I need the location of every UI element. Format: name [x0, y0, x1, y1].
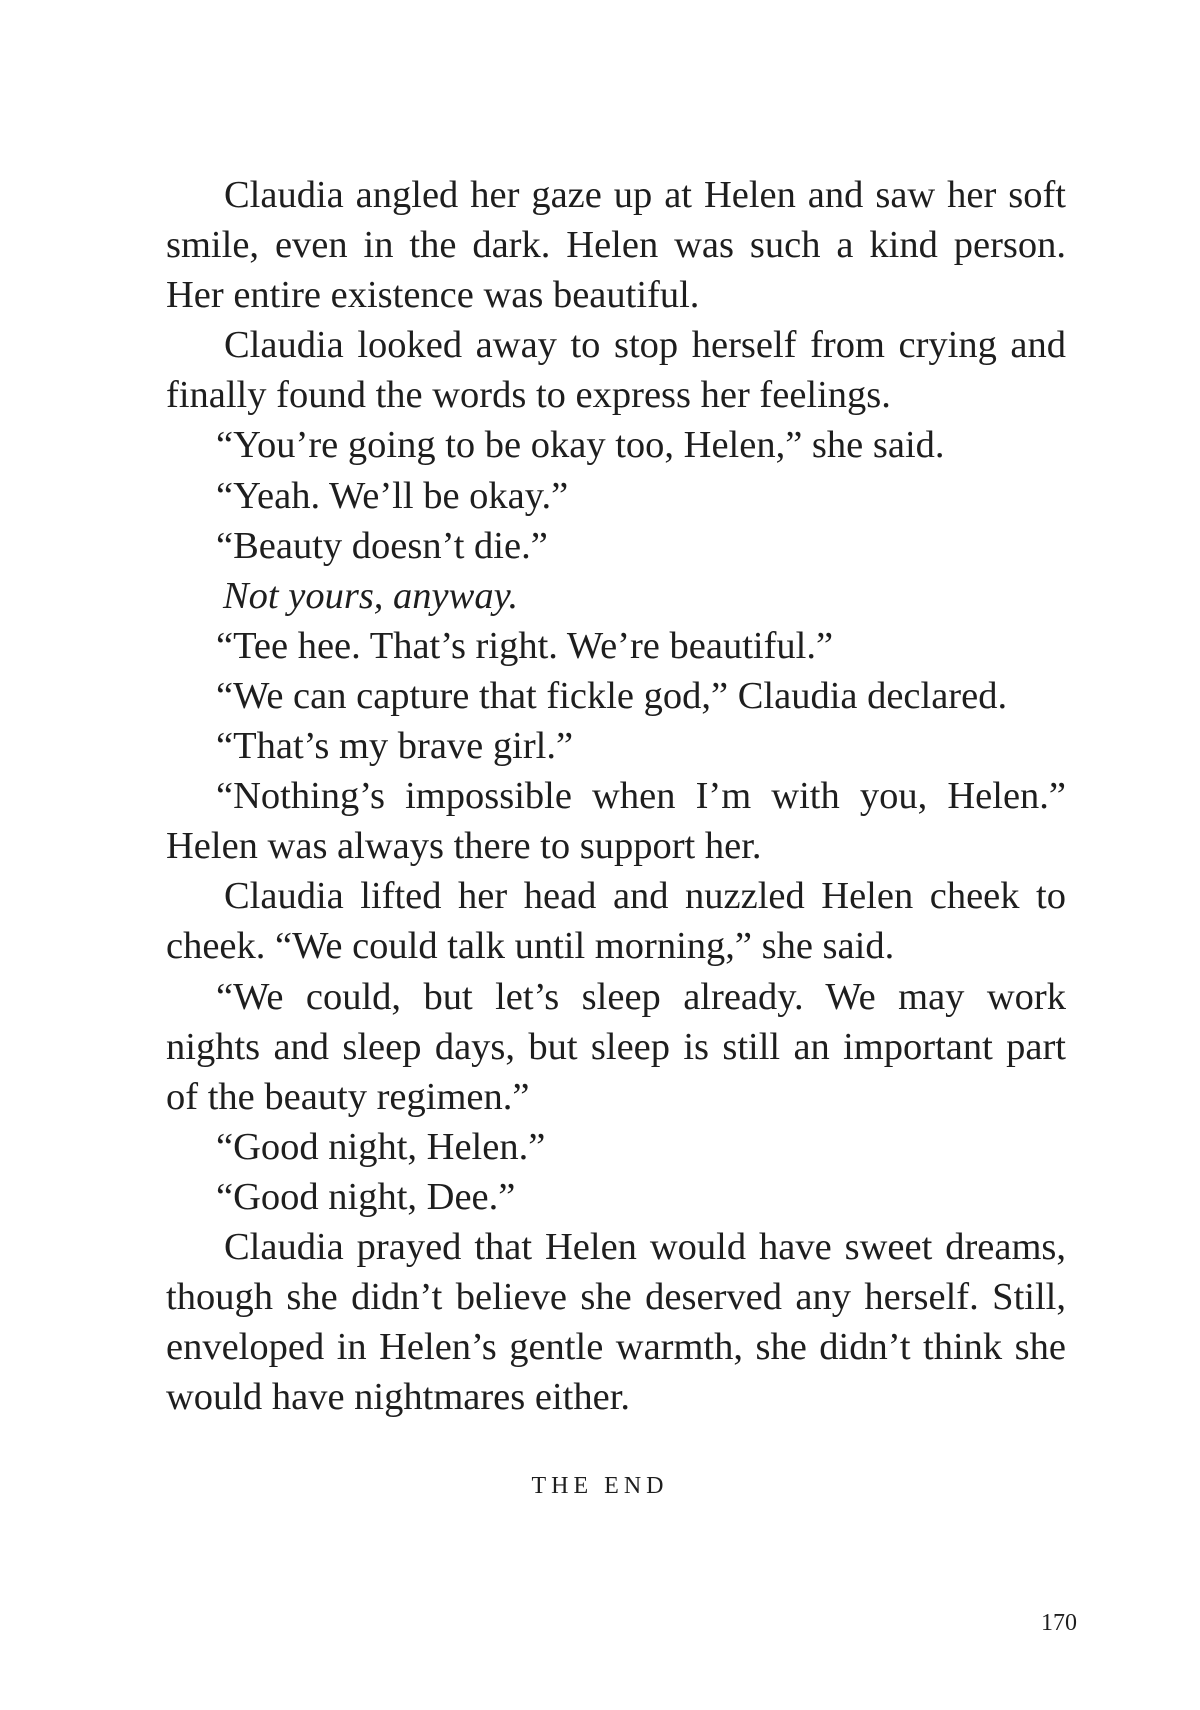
body-text	[166, 170, 1066, 1422]
end-marker: THE END	[531, 1473, 669, 1499]
paragraph: Claudia angled her gaze up at Helen and saw her soft smile, even in the dark. Helen was such a kind person. Her entire existence was beautiful.	[166, 174, 1066, 317]
paragraph: Claudia looked away to stop herself from crying and finally found the words to express her feelings.	[166, 324, 1066, 417]
dialogue-line: “Nothing’s impossible when I’m with you, Helen.” Helen was always there to support her.	[166, 775, 1066, 868]
dialogue-line: “Good night, Helen.”	[216, 1125, 546, 1168]
dialogue-line: “That’s my brave girl.”	[216, 725, 574, 768]
dialogue-line: “Good night, Dee.”	[216, 1175, 516, 1218]
dialogue-line: “We could, but let’s sleep already. We may work nights and sleep days, but sleep is still an important part of the beauty regimen.”	[166, 975, 1066, 1118]
paragraph: Claudia lifted her head and nuzzled Helen cheek to cheek. “We could talk until morning,” she said.	[166, 875, 1066, 968]
dialogue-line: “You’re going to be okay too, Helen,” she said.	[216, 424, 945, 467]
dialogue-line: “Beauty doesn’t die.”	[216, 524, 548, 567]
dialogue-line: “We can capture that fickle god,” Claudia declared.	[216, 674, 1008, 717]
dialogue-line: “Tee hee. That’s right. We’re beautiful.”	[216, 624, 834, 667]
paragraph: Claudia prayed that Helen would have sweet dreams, though she didn’t believe she deserved any herself. Still, enveloped in Helen’s gentle warmth, she didn’t think she would have nightmares either.	[166, 1225, 1066, 1419]
dialogue-line: “Yeah. We’ll be okay.”	[216, 474, 569, 517]
page-number: 170	[1041, 1610, 1077, 1636]
inner-thought: Not yours, anyway.	[223, 574, 519, 617]
